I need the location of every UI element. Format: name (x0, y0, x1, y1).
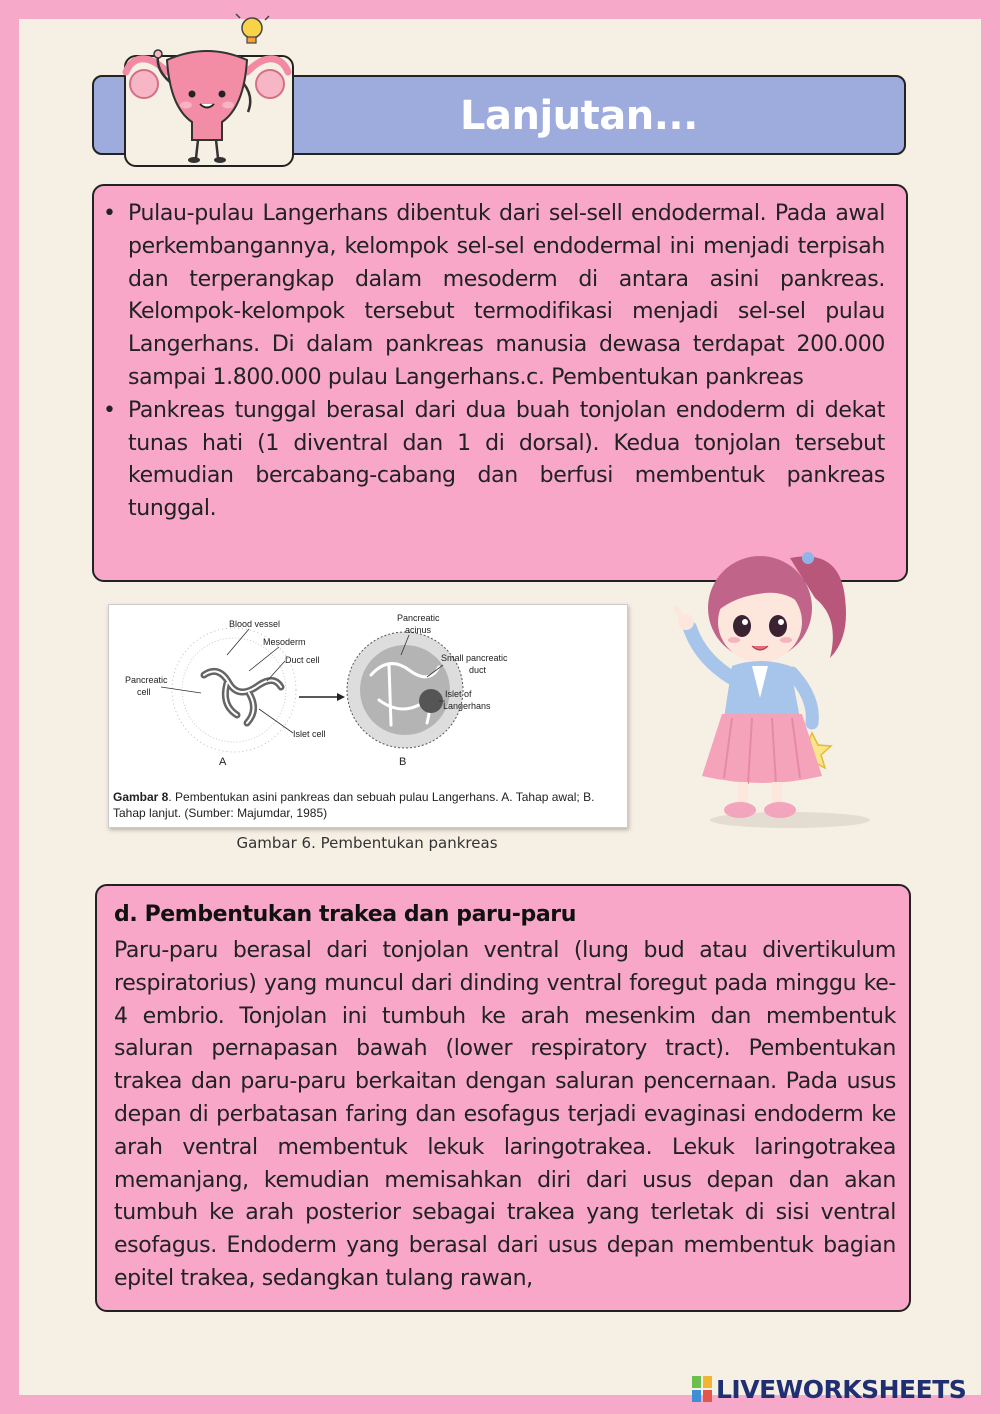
figure-label: Small pancreatic (441, 653, 508, 663)
figure-label: Blood vessel (229, 619, 281, 629)
panel-label: B (399, 756, 407, 768)
lightbulb-icon (236, 14, 269, 43)
figure-label: Langerhans (443, 701, 491, 711)
figure-label: Pancreatic (125, 675, 168, 685)
panel-label: A (219, 756, 227, 768)
figure-label: Mesoderm (263, 637, 306, 647)
section-body: Paru-paru berasal dari tonjolan ventral (lung bud atau divertikulum respiratorius) yang muncul dari dinding ventral foregut pada minggu ke-4 embrio. Tonjolan ini tumbuh ke arah mesenkim dan membentuk saluran pernapasan bawah (lower respiratory tract). Pembentukan trakea dan paru-paru berkaitan dengan saluran pencernaan. Pada usus depan di perbatasan faring dan esofagus terjadi evaginasi endoderm ke arah ventral membentuk lekuk laringotrakea. Lekuk laringotrakea memanjang, kemudian memisahkan diri dari usus depan dan akan tumbuh ke arah posterior sebagai trakea yang terletak di sisi ventral esofagus. Endoderm yang berasal dari usus depan membentuk bagian epitel trakea, sedangkan tulang rawan, (114, 938, 896, 1291)
list-item: • Pankreas tunggal berasal dari dua buah tonjolan endoderm di dekat tunas hati (1 diventral dan 1 di dorsal). Kedua tonjolan tersebut kemudian bercabang-cabang dan berfusi membentuk pankreas tunggal. (128, 395, 885, 526)
list-item: • Pulau-pulau Langerhans dibentuk dari sel-sell endodermal. Pada awal perkembangannya, kelompok sel-sel endodermal ini menjadi terpisah dan terperangkap dalam mesoderm di antara asini pankreas. Kelompok-kelompok tersebut termodifikasi menjadi sel-sel pulau Langerhans. Di dalam pankreas manusia dewasa terdapat 200.000 sampai 1.800.000 pulau Langerhans.c. Pembentukan pankreas (128, 198, 885, 395)
figure-label: acinus (405, 625, 432, 635)
figure-caption: Gambar 6. Pembentukan pankreas (236, 834, 498, 852)
figure-label: duct (469, 665, 487, 675)
page-title: Lanjutan... (460, 93, 698, 139)
pancreas-diagram (109, 605, 627, 789)
bullet-icon: • (103, 201, 116, 226)
section-heading: d. Pembentukan trakea dan paru-paru (114, 902, 576, 927)
brand-name: LIVEWORKSHEETS (716, 1374, 967, 1404)
figure-label: Duct cell (285, 655, 320, 665)
trachea-lungs-text-box (95, 884, 911, 1312)
figure-label: Islet cell (293, 729, 326, 739)
figure-label: cell (137, 687, 151, 697)
uterus-mascot-illustration (112, 12, 302, 170)
bullet-list (103, 198, 885, 526)
figure-inner-caption: Gambar 8. Pembentukan asini pankreas dan sebuah pulau Langerhans. A. Tahap awal; B. Tahap lanjut. (Sumber: Majumdar, 1985) (113, 790, 595, 820)
liveworksheets-icon (692, 1376, 712, 1402)
figure-label: Islet of (445, 689, 472, 699)
liveworksheets-logo[interactable] (692, 1374, 966, 1404)
girl-illustration (640, 528, 872, 830)
figure-label: Pancreatic (397, 613, 440, 623)
bullet-icon: • (103, 397, 116, 423)
pancreas-figure (108, 604, 628, 828)
pancreas-text-box (92, 184, 908, 582)
